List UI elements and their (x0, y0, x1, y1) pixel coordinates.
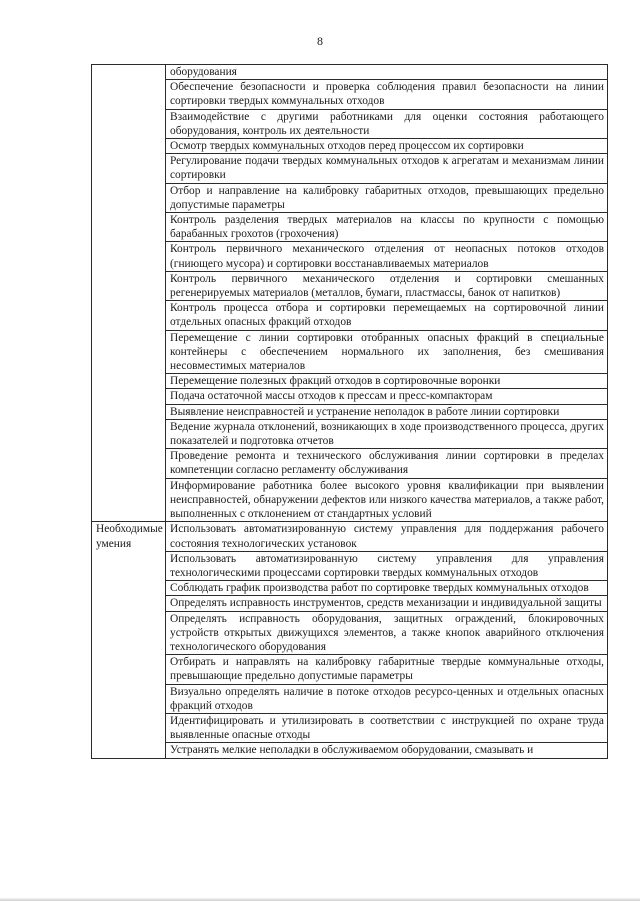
table-row (92, 551, 608, 580)
table-row (92, 581, 608, 596)
table-row (92, 743, 608, 758)
table-row (92, 522, 608, 551)
table-row (92, 330, 608, 374)
table-cell-item: Ведение журнала отклонений, возникающих в ходе производственного процесса, других показателей и подготовка отчетов (166, 419, 608, 448)
table-cell-item: Определять исправность оборудования, защитных ограждений, блокировочных устройств открытых движущихся элементов, а также кнопок аварийного отключения технологического оборудования (166, 611, 608, 655)
table-cell-item: Обеспечение безопасности и проверка соблюдения правил безопасности на линии сортировки твердых коммунальных отходов (166, 80, 608, 109)
table-cell-item: Использовать автоматизированную систему управления для поддержания рабочего состояния технологических установок (166, 522, 608, 551)
table-cell-item: Выявление неисправностей и устранение неполадок в работе линии сортировки (166, 404, 608, 419)
table-cell-item: Информирование работника более высокого уровня квалификации при выявлении неисправностей, обнаружении дефектов или низкого качества материалов, а также работ, выполненных с отклонением от стандартных условий (166, 478, 608, 522)
table-row (92, 213, 608, 242)
table-row (92, 65, 608, 80)
table-row (92, 154, 608, 183)
table-cell-item: Проведение ремонта и технического обслуживания линии сортировки в пределах компетенции согласно регламенту обслуживания (166, 449, 608, 478)
table-cell-item: Использовать автоматизированную систему управления для управления технологическими процессами сортировки твердых коммунальных отходов (166, 551, 608, 580)
table-row (92, 242, 608, 271)
table-cell-item: Отбирать и направлять на калибровку габаритные твердые коммунальные отходы, превышающие предельно допустимые параметры (166, 655, 608, 684)
table-body (92, 65, 608, 759)
competency-table (91, 64, 608, 759)
table-cell-item: Отбор и направление на калибровку габаритных отходов, превышающих предельно допустимые параметры (166, 183, 608, 212)
table-cell-item: оборудования (166, 65, 608, 80)
table-cell-item: Визуально определять наличие в потоке отходов ресурсо-ценных и отдельных опасных фракций отходов (166, 684, 608, 713)
table-cell-item: Подача остаточной массы отходов к прессам и пресс-компакторам (166, 389, 608, 404)
table-cell-item: Осмотр твердых коммунальных отходов перед процессом их сортировки (166, 139, 608, 154)
table-row (92, 713, 608, 742)
table-row (92, 183, 608, 212)
table-row (92, 419, 608, 448)
table-cell-item: Регулирование подачи твердых коммунальных отходов к агрегатам и механизмам линии сортировки (166, 154, 608, 183)
table-row (92, 80, 608, 109)
table-cell-item: Контроль первичного механического отделения и сортировки смешанных регенерируемых материалов (металлов, бумаги, пластмассы, банок от напитков) (166, 271, 608, 300)
table-cell-item: Идентифицировать и утилизировать в соответствии с инструкцией по охране труда выявленные опасные отходы (166, 713, 608, 742)
page-number: 8 (317, 34, 323, 48)
table-row (92, 596, 608, 611)
section-label (92, 65, 166, 522)
table-row (92, 404, 608, 419)
table-cell-item: Перемещение с линии сортировки отобранных опасных фракций в специальные контейнеры с обеспечением нормального их заполнения, без смешивания несовместимых материалов (166, 330, 608, 374)
table-row (92, 374, 608, 389)
table-row (92, 478, 608, 522)
table-cell-item: Контроль процесса отбора и сортировки перемещаемых на сортировочной линии отдельных опасных фракций отходов (166, 301, 608, 330)
table-row (92, 109, 608, 138)
table-row (92, 684, 608, 713)
table-row (92, 611, 608, 655)
table-row (92, 389, 608, 404)
table-cell-item: Контроль разделения твердых материалов на классы по крупности с помощью барабанных грохотов (грохочения) (166, 213, 608, 242)
table-row (92, 139, 608, 154)
table-cell-item: Определять исправность инструментов, средств механизации и индивидуальной защиты (166, 596, 608, 611)
table-cell-item: Устранять мелкие неполадки в обслуживаемом оборудовании, смазывать и (166, 743, 608, 758)
table-cell-item: Контроль первичного механического отделения от неопасных потоков отходов (гниющего мусора) и сортировки восстанавливаемых материалов (166, 242, 608, 271)
section-label: Необходимые умения (92, 522, 166, 758)
table-cell-item: Взаимодействие с другими работниками для оценки состояния работающего оборудования, контроль их деятельности (166, 109, 608, 138)
table-row (92, 301, 608, 330)
table-cell-item: Соблюдать график производства работ по сортировке твердых коммунальных отходов (166, 581, 608, 596)
table-row (92, 271, 608, 300)
table-row (92, 449, 608, 478)
table-row (92, 655, 608, 684)
table-cell-item: Перемещение полезных фракций отходов в сортировочные воронки (166, 374, 608, 389)
